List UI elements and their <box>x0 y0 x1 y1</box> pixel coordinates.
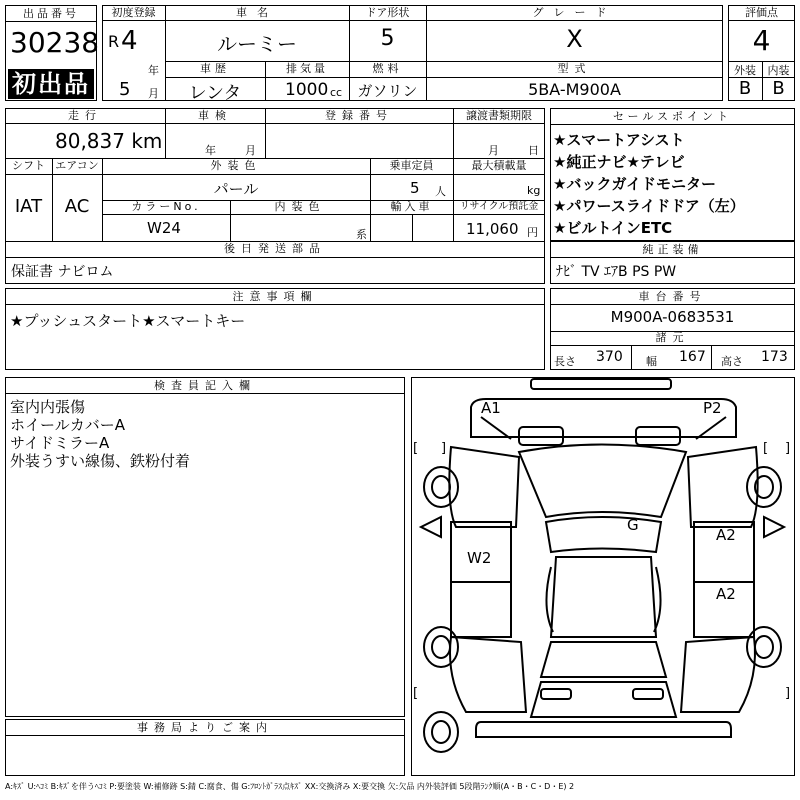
chassis-number: M900A-0683531 <box>610 308 735 326</box>
later-parts-value-box <box>5 257 545 284</box>
genuine-label: 純正装備 <box>551 242 794 258</box>
exterior-grade: B <box>738 78 752 99</box>
max-load-label: 最大積載量 <box>471 159 527 172</box>
shift-label: シフト <box>12 159 45 172</box>
sales-point-1: ★スマートアシスト <box>553 131 685 149</box>
car-name: ルーミー <box>217 32 297 56</box>
inspection-month-unit: 月 <box>245 144 256 157</box>
inspector-line-4: 外装うすい線傷、鉄粉付着 <box>10 452 191 470</box>
width: 167 <box>679 349 706 365</box>
month-unit: 月 <box>148 87 159 100</box>
tire-rear-right <box>747 627 781 667</box>
ext-color: パール <box>213 180 259 198</box>
svg-text:[: [ <box>413 441 419 456</box>
rear-bumper <box>476 722 731 737</box>
inspector-line-2: ホイールカバーA <box>10 416 125 434</box>
length-label: 長さ <box>554 355 576 368</box>
car-diagram <box>411 377 794 775</box>
chassis-section <box>550 288 795 370</box>
height: 173 <box>761 349 788 365</box>
car-name-label: 車名 <box>236 6 278 19</box>
dims-label: 諸元 <box>655 331 690 344</box>
office-label: 事務局よりご案内 <box>6 720 404 736</box>
model: 5BA-M900A <box>528 80 621 99</box>
rear-window <box>541 642 666 677</box>
year-unit: 年 <box>148 64 159 77</box>
lot-number: 30238 <box>10 26 100 59</box>
hood <box>519 445 686 518</box>
rear-fender-left <box>450 637 526 712</box>
sales-point-5: ★ビルトインETC <box>553 219 673 237</box>
first-reg-year: 4 <box>121 26 138 56</box>
width-label: 幅 <box>646 355 657 368</box>
history: レンタ <box>188 83 242 104</box>
notes-label: 注意事項欄 <box>6 289 544 305</box>
svg-text:[: [ <box>763 441 769 456</box>
fuel: ガソリン <box>357 82 418 100</box>
svg-text:]: ] <box>785 441 791 456</box>
model-label: 型式 <box>557 62 592 75</box>
int-color-label: 内装色 <box>274 200 326 213</box>
mileage: 80,837 km <box>55 129 163 153</box>
era: R <box>108 32 120 51</box>
notes-section <box>5 288 545 370</box>
inspector-line-1: 室内内張傷 <box>10 398 86 416</box>
transfer-label: 譲渡書類期限 <box>466 109 532 122</box>
front-bumper <box>531 379 671 389</box>
grade: X <box>566 25 583 53</box>
displacement: 1000 <box>285 80 329 100</box>
office-section <box>5 719 405 776</box>
inspector-line-3: サイドミラーA <box>10 434 110 452</box>
color-no-label: カラーNo. <box>131 200 201 213</box>
displacement-unit: cc <box>330 86 343 99</box>
sales-point-3: ★バックガイドモニター <box>553 175 716 193</box>
first-reg-label: 初度登録 <box>111 6 156 19</box>
notes-value: ★プッシュスタート★スマートキー <box>10 312 246 330</box>
roof <box>551 557 656 637</box>
sales-points <box>550 108 795 241</box>
mark-g: G <box>627 516 639 534</box>
mark-a2-rear: A2 <box>716 585 736 603</box>
inspection-label: 車検 <box>198 109 232 122</box>
later-parts-label: 後日発送部品 <box>224 242 326 255</box>
mark-p2: P2 <box>703 399 722 417</box>
capacity: 5 <box>410 179 420 197</box>
svg-text:]: ] <box>785 686 791 701</box>
svg-text:]: ] <box>441 441 447 456</box>
front-panel <box>471 399 736 437</box>
length: 370 <box>596 349 623 365</box>
inspection-year-unit: 年 <box>205 144 216 157</box>
mark-a1: A1 <box>481 399 501 417</box>
int-color-unit: 系 <box>356 228 367 241</box>
transfer-day-unit: 日 <box>528 144 539 157</box>
score-label: 評価点 <box>745 6 778 19</box>
rear-door-left <box>451 582 511 637</box>
ac-label: エアコン <box>55 159 99 172</box>
windshield <box>546 517 661 552</box>
tire-rear-left <box>424 627 458 667</box>
first-listing-badge: 初出品 <box>8 69 94 99</box>
recycle-label: リサイクル預託金 <box>459 201 539 212</box>
interior-grade: B <box>772 78 785 99</box>
max-load-unit: kg <box>527 184 541 197</box>
doors: 5 <box>380 26 395 51</box>
sales-point-2: ★純正ナビ★テレビ <box>553 153 685 171</box>
damage-legend: A:ｷｽﾞ U:ﾍｺﾐ B:ｷｽﾞを伴うﾍｺﾐ P:要塗装 W:補修跡 S:錆 C:腐食、傷 G:ﾌﾛﾝﾄｶﾞﾗｽ点ｷｽﾞ XX:交換済み X:要交換 欠:欠品 内外装評価 5段階ﾗﾝｸ順(A・B・C・D・E) 2 <box>5 782 575 791</box>
transfer-month-unit: 月 <box>488 144 499 157</box>
grade-label: グレード <box>532 6 617 19</box>
interior-label: 内装 <box>767 64 790 77</box>
displacement-label: 排気量 <box>286 62 328 75</box>
lot-label: 出品番号 <box>6 6 96 22</box>
tire-front-left <box>424 467 458 507</box>
front-fender-left <box>449 447 519 527</box>
mileage-label: 走行 <box>68 109 102 122</box>
ac: AC <box>64 196 90 217</box>
capacity-label: 乗車定員 <box>389 159 434 172</box>
genuine-value: ﾅﾋﾞ TV ｴｱB PS PW <box>556 264 677 280</box>
score: 4 <box>752 24 771 57</box>
tire-front-right <box>747 467 781 507</box>
history-label: 車歴 <box>200 62 230 75</box>
mark-w2: W2 <box>467 549 492 567</box>
genuine-equipment <box>550 241 795 284</box>
capacity-unit: 人 <box>435 185 446 198</box>
sales-point-4: ★パワースライドドア（左） <box>553 197 745 215</box>
exterior-label: 外装 <box>734 64 756 77</box>
mark-a2-front: A2 <box>716 526 736 544</box>
plate-label: 登録番号 <box>325 109 393 122</box>
shift: IAT <box>14 196 43 217</box>
color-no: W24 <box>147 219 181 237</box>
height-label: 高さ <box>721 355 743 368</box>
door-label: ドア形状 <box>365 6 410 19</box>
lot-block <box>5 5 100 101</box>
import-label: 輸入車 <box>390 200 433 213</box>
first-reg-month: 5 <box>119 79 131 100</box>
recycle-unit: 円 <box>527 226 538 239</box>
inspector-label: 検査員記入欄 <box>6 378 404 394</box>
ext-color-label: 外装色 <box>210 159 262 172</box>
chassis-label: 車台番号 <box>551 289 794 305</box>
recycle-fee: 11,060 <box>466 220 519 238</box>
fuel-label: 燃料 <box>372 62 403 75</box>
inspector-section <box>5 377 405 717</box>
rear-fender-right <box>681 637 755 712</box>
spare-tire <box>424 712 458 752</box>
svg-text:[: [ <box>413 686 419 701</box>
sales-points-label: セールスポイント <box>551 109 794 125</box>
later-parts-value: 保証書 ナビロム <box>11 264 114 280</box>
